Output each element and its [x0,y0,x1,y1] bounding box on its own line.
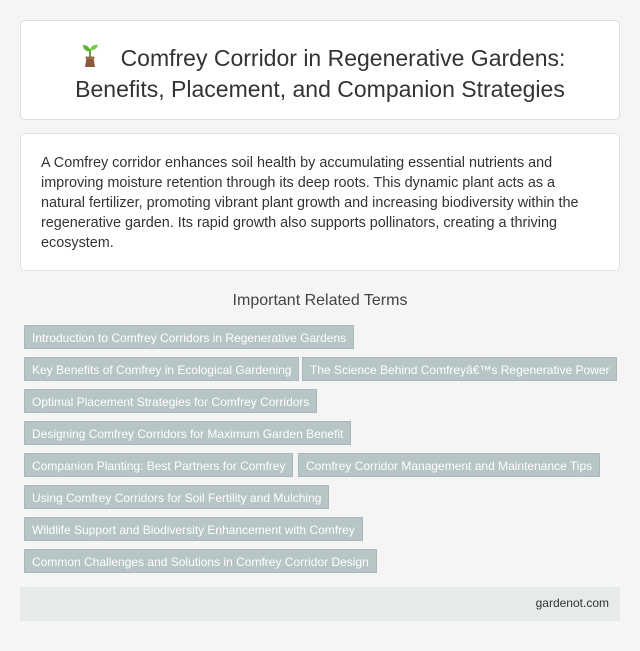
related-term-tag[interactable]: Designing Comfrey Corridors for Maximum Garden Benefit [24,421,351,445]
related-term-tag[interactable]: Comfrey Corridor Management and Maintenance Tips [298,453,600,477]
related-term-tag[interactable]: Introduction to Comfrey Corridors in Regenerative Gardens [24,325,354,349]
page-title [21,43,619,105]
footer-bar [20,587,620,621]
related-term-tag[interactable]: Common Challenges and Solutions in Comfrey Corridor Design [24,549,377,573]
description-text: A Comfrey corridor enhances soil health by accumulating essential nutrients and improving moisture retention through its deep roots. This dynamic plant acts as a natural fertilizer, promoting vibrant plant growth and increasing biodiversity within the regenerative garden. Its rapid growth also supports pollinators, creating a thriving ecosystem. [41,155,579,251]
related-term-tag[interactable]: Optimal Placement Strategies for Comfrey Corridors [24,389,317,413]
footer-site-link[interactable]: gardenot.com [535,596,609,610]
title-card [20,20,620,120]
related-term-tag[interactable]: Key Benefits of Comfrey in Ecological Gardening [24,357,299,381]
related-term-tag[interactable]: The Science Behind Comfreyâ€™s Regenerative Power [302,357,617,381]
title-line-2: Benefits, Placement, and Companion Strategies [75,76,565,102]
title-line-1: Comfrey Corridor in Regenerative Gardens: [120,45,566,71]
sprout-icon [75,43,105,69]
related-terms-heading: Important Related Terms [232,292,408,309]
related-term-tag[interactable]: Using Comfrey Corridors for Soil Fertility and Mulching [24,485,329,509]
related-term-tag[interactable]: Companion Planting: Best Partners for Comfrey [24,453,293,477]
related-term-tag[interactable]: Wildlife Support and Biodiversity Enhancement with Comfrey [24,517,363,541]
description-card [20,133,620,271]
